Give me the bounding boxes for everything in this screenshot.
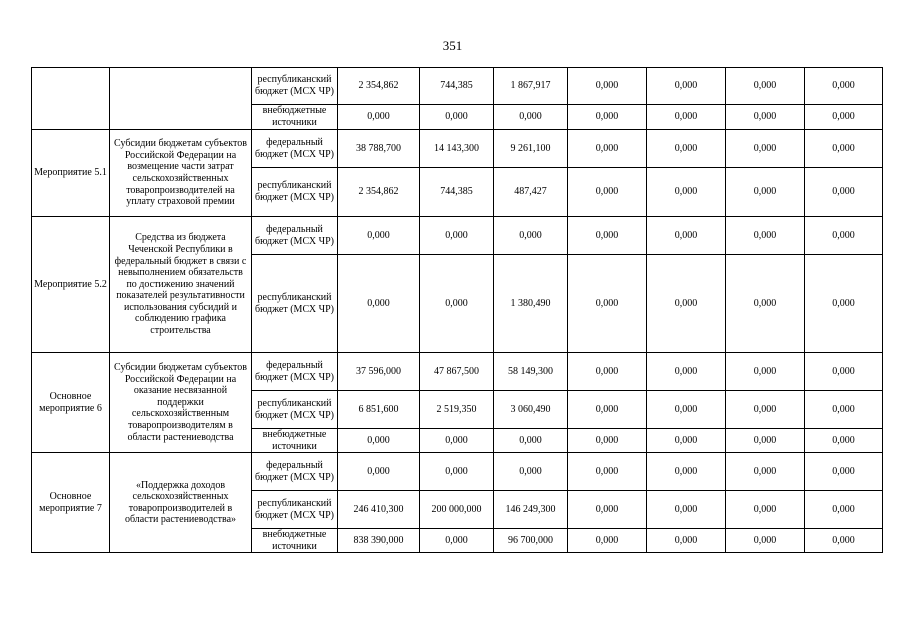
value-cell: 0,000 [647,217,726,255]
value-cell: 6 851,600 [338,391,420,429]
event-cell: Мероприятие 5.2 [32,217,110,353]
value-cell: 0,000 [568,105,647,130]
value-cell: 0,000 [805,429,883,453]
value-cell: 0,000 [647,453,726,491]
description-cell: Субсидии бюджетам субъектов Российской Федерации на возмещение части затрат сельскохозяйственных товаропроизводителей на уплату страховой премии [110,130,252,217]
table-body [32,68,883,553]
value-cell: 0,000 [647,429,726,453]
event-cell [32,68,110,130]
value-cell: 0,000 [568,168,647,217]
value-cell: 9 261,100 [494,130,568,168]
value-cell: 2 354,862 [338,68,420,105]
value-cell: 0,000 [568,353,647,391]
funding-source-cell: республиканский бюджет (МСХ ЧР) [252,68,338,105]
value-cell: 0,000 [647,353,726,391]
value-cell: 744,385 [420,68,494,105]
value-cell: 0,000 [568,130,647,168]
value-cell: 0,000 [494,429,568,453]
value-cell: 0,000 [805,491,883,529]
value-cell: 0,000 [338,429,420,453]
value-cell: 1 867,917 [494,68,568,105]
value-cell: 0,000 [420,529,494,553]
description-cell [110,68,252,130]
value-cell: 0,000 [726,353,805,391]
table-row [32,68,883,105]
value-cell: 0,000 [568,68,647,105]
table-row [32,453,883,491]
value-cell: 0,000 [805,217,883,255]
value-cell: 0,000 [338,217,420,255]
value-cell: 0,000 [568,453,647,491]
value-cell: 0,000 [494,453,568,491]
value-cell: 0,000 [726,130,805,168]
value-cell: 0,000 [805,105,883,130]
value-cell: 0,000 [338,453,420,491]
value-cell: 246 410,300 [338,491,420,529]
funding-source-cell: республиканский бюджет (МСХ ЧР) [252,255,338,353]
value-cell: 0,000 [568,391,647,429]
value-cell: 0,000 [805,391,883,429]
value-cell: 0,000 [647,130,726,168]
value-cell: 0,000 [805,68,883,105]
value-cell: 0,000 [726,68,805,105]
table-row [32,353,883,391]
value-cell: 0,000 [805,255,883,353]
description-cell: Средства из бюджета Чеченской Республики в федеральный бюджет в связи с невыполнением обязательств по достижению значений показателей результативности использования субсидий и соблюдению графика строительства [110,217,252,353]
value-cell: 0,000 [726,429,805,453]
value-cell: 1 380,490 [494,255,568,353]
value-cell: 0,000 [420,429,494,453]
page-number: 351 [442,38,463,53]
value-cell: 2 519,350 [420,391,494,429]
funding-source-cell: федеральный бюджет (МСХ ЧР) [252,453,338,491]
value-cell: 744,385 [420,168,494,217]
value-cell: 0,000 [568,255,647,353]
value-cell: 0,000 [647,68,726,105]
value-cell: 0,000 [805,529,883,553]
value-cell: 0,000 [647,255,726,353]
funding-source-cell: республиканский бюджет (МСХ ЧР) [252,491,338,529]
value-cell: 200 000,000 [420,491,494,529]
funding-source-cell: республиканский бюджет (МСХ ЧР) [252,168,338,217]
description-cell: «Поддержка доходов сельскохозяйственных товаропроизводителей в области растениеводства» [110,453,252,553]
value-cell: 0,000 [726,105,805,130]
value-cell: 0,000 [726,168,805,217]
funding-source-cell: федеральный бюджет (МСХ ЧР) [252,130,338,168]
value-cell: 0,000 [647,529,726,553]
value-cell: 47 867,500 [420,353,494,391]
value-cell: 0,000 [726,529,805,553]
funding-source-cell: федеральный бюджет (МСХ ЧР) [252,353,338,391]
value-cell: 0,000 [420,217,494,255]
value-cell: 0,000 [647,391,726,429]
value-cell: 0,000 [494,217,568,255]
value-cell: 0,000 [338,105,420,130]
event-cell: Основное мероприятие 7 [32,453,110,553]
value-cell: 146 249,300 [494,491,568,529]
value-cell: 0,000 [805,168,883,217]
value-cell: 96 700,000 [494,529,568,553]
value-cell: 0,000 [494,105,568,130]
value-cell: 58 149,300 [494,353,568,391]
value-cell: 0,000 [726,255,805,353]
value-cell: 0,000 [805,353,883,391]
value-cell: 3 060,490 [494,391,568,429]
value-cell: 0,000 [338,255,420,353]
funding-source-cell: федеральный бюджет (МСХ ЧР) [252,217,338,255]
event-cell: Основное мероприятие 6 [32,353,110,453]
table-row [32,217,883,255]
value-cell: 0,000 [568,529,647,553]
value-cell: 14 143,300 [420,130,494,168]
value-cell: 2 354,862 [338,168,420,217]
value-cell: 0,000 [568,429,647,453]
budget-table [31,67,883,553]
value-cell: 0,000 [726,217,805,255]
value-cell: 0,000 [568,217,647,255]
event-cell: Мероприятие 5.1 [32,130,110,217]
value-cell: 0,000 [805,130,883,168]
value-cell: 37 596,000 [338,353,420,391]
value-cell: 0,000 [726,491,805,529]
value-cell: 487,427 [494,168,568,217]
value-cell: 0,000 [726,391,805,429]
value-cell: 0,000 [420,255,494,353]
value-cell: 0,000 [420,453,494,491]
value-cell: 38 788,700 [338,130,420,168]
funding-source-cell: внебюджетные источники [252,105,338,130]
description-cell: Субсидии бюджетам субъектов Российской Федерации на оказание несвязанной поддержки сельскохозяйственным товаропроизводителям в области растениеводства [110,353,252,453]
value-cell: 838 390,000 [338,529,420,553]
value-cell: 0,000 [647,491,726,529]
value-cell: 0,000 [420,105,494,130]
value-cell: 0,000 [568,491,647,529]
funding-source-cell: внебюджетные источники [252,429,338,453]
funding-source-cell: внебюджетные источники [252,529,338,553]
value-cell: 0,000 [726,453,805,491]
table-row [32,130,883,168]
funding-source-cell: республиканский бюджет (МСХ ЧР) [252,391,338,429]
value-cell: 0,000 [647,105,726,130]
value-cell: 0,000 [805,453,883,491]
value-cell: 0,000 [647,168,726,217]
